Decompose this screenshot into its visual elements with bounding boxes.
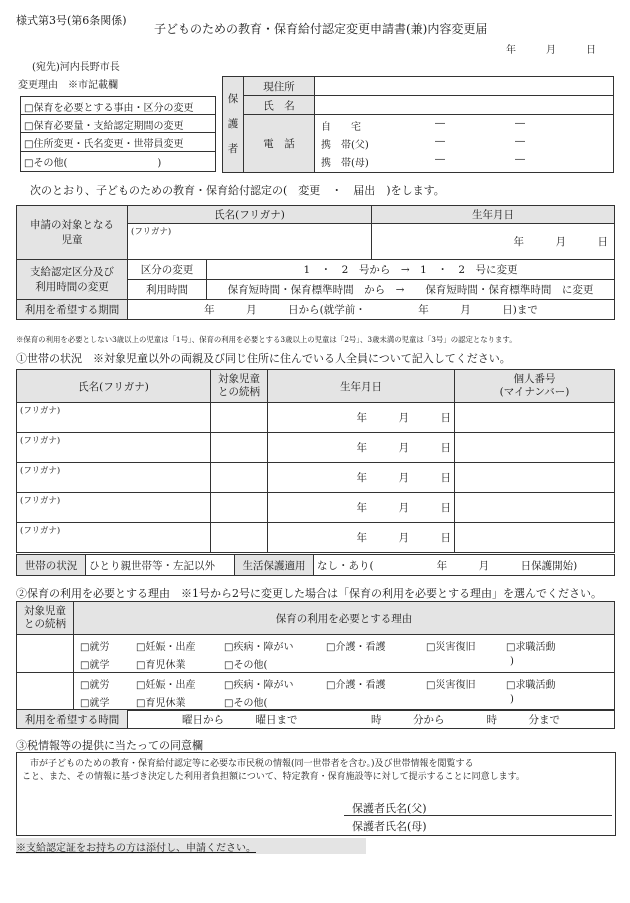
- reason-option[interactable]: □就労: [80, 680, 110, 691]
- reason-option[interactable]: □妊娠・出産: [136, 642, 196, 653]
- target-child-label: 申請の対象となる 児童: [17, 206, 128, 260]
- footer-note: ※支給認定証をお持ちの方は添付し、申請ください。: [16, 843, 256, 854]
- reason-option[interactable]: □育児休業: [136, 698, 186, 709]
- dash: ―: [515, 154, 525, 165]
- hope-time-field[interactable]: 曜日から 曜日まで 時 分から 時 分まで: [128, 710, 615, 729]
- address-field[interactable]: [315, 77, 614, 96]
- change-reason-item[interactable]: □保育を必要とする事由・区分の変更: [24, 103, 194, 114]
- member-id[interactable]: [455, 523, 615, 553]
- child-name-field[interactable]: (フリガナ): [128, 224, 372, 260]
- col-name: 氏名(フリガナ): [17, 370, 211, 403]
- household-table: [16, 369, 615, 553]
- reason-option[interactable]: □介護・看護: [326, 642, 386, 653]
- member-relation[interactable]: [211, 433, 268, 463]
- form-title: 子どものための教育・保育給付認定変更申請書(兼)内容変更届: [154, 22, 488, 36]
- consent-body-1: 市が子どものための教育・保育給付認定等に必要な市民税の情報(同一世帯者を含む。)及び世帯情報を閲覧する: [30, 759, 474, 769]
- addressee: (宛先)河内長野市長: [32, 62, 120, 73]
- reason-paren: ): [510, 694, 514, 705]
- member-relation[interactable]: [211, 403, 268, 433]
- reason-option[interactable]: □求職活動: [506, 680, 556, 691]
- form-number: 様式第3号(第6条関係): [16, 14, 127, 27]
- intro-text: 次のとおり、子どものための教育・保育給付認定の( 変更 ・ 届出 )をします。: [30, 184, 445, 197]
- reason-option[interactable]: □就労: [80, 642, 110, 653]
- name-label: 氏 名: [244, 96, 315, 115]
- reason-option[interactable]: □介護・看護: [326, 680, 386, 691]
- hope-time-label: 利用を希望する時間: [17, 710, 128, 729]
- class-change-label: 区分の変更: [128, 260, 207, 280]
- father-mobile-label: 携 帯(父): [321, 140, 369, 151]
- member-relation[interactable]: [211, 493, 268, 523]
- member-name[interactable]: (フリガナ): [17, 403, 211, 433]
- reason-option[interactable]: □その他(: [224, 660, 268, 671]
- use-time-field[interactable]: 保育短時間・保育標準時間 から → 保育短時間・保育標準時間 に変更: [207, 280, 615, 300]
- consent-body-2: こと、また、その情報に基づき決定した利用者負担額について、特定教育・保育施設等に対して提示することに同意します。: [22, 772, 525, 782]
- note-class: ※保育の利用を必要としない3歳以上の児童は「1号」、保育の利用を必要とする3歳以上の児童は「2号」、3歳未満の児童は「3号」の認定となります。: [16, 335, 517, 344]
- household-heading: ①世帯の状況 ※対象児童以外の両親及び同じ住所に住んでいる人全員について記入してください。: [16, 352, 511, 365]
- reason-col-reason: 保育の利用を必要とする理由: [74, 602, 615, 635]
- reason-option[interactable]: □災害復旧: [426, 680, 476, 691]
- member-id[interactable]: [455, 403, 615, 433]
- consent-heading: ③税情報等の提供に当たっての同意欄: [16, 739, 203, 752]
- member-dob[interactable]: 年 月 日: [268, 523, 455, 553]
- reason-heading: ②保育の利用を必要とする理由 ※1号から2号に変更した場合は「保育の利用を必要とする理由」を選んでください。: [16, 587, 602, 600]
- member-name[interactable]: (フリガナ): [17, 433, 211, 463]
- header-date: 年 月 日: [506, 45, 596, 56]
- phone-fields[interactable]: [315, 115, 613, 172]
- reason-relation[interactable]: [17, 673, 74, 711]
- cert-change-label: 支給認定区分及び 利用時間の変更: [17, 260, 128, 300]
- reason-option[interactable]: □妊娠・出産: [136, 680, 196, 691]
- change-reason-item[interactable]: □その他( ): [24, 158, 162, 169]
- col-relation: 対象児童 との続柄: [211, 370, 268, 403]
- dash: ―: [515, 136, 525, 147]
- reason-option[interactable]: □育児休業: [136, 660, 186, 671]
- member-name[interactable]: (フリガナ): [17, 493, 211, 523]
- household-status-table: [16, 554, 615, 576]
- reason-option[interactable]: □求職活動: [506, 642, 556, 653]
- welfare-field[interactable]: なし・あり( 年 月 日保護開始): [314, 555, 615, 576]
- reason-relation[interactable]: [17, 635, 74, 673]
- reason-options[interactable]: [74, 673, 614, 710]
- dash: ―: [515, 118, 525, 129]
- period-label: 利用を希望する期間: [17, 300, 128, 320]
- period-field[interactable]: 年 月 日から(就学前・ 年 月 日)まで: [128, 300, 615, 320]
- reason-table: [16, 601, 615, 711]
- member-dob[interactable]: 年 月 日: [268, 433, 455, 463]
- use-time-label: 利用時間: [128, 280, 207, 300]
- phone-label: 電 話: [244, 115, 315, 173]
- reason-col-relation: 対象児童 との続柄: [17, 602, 74, 635]
- member-dob[interactable]: 年 月 日: [268, 463, 455, 493]
- class-change-field[interactable]: 1 ・ 2 号から → 1 ・ 2 号に変更: [207, 260, 615, 280]
- change-reason-label: 変更理由 ※市記載欄: [18, 80, 118, 91]
- child-dob-head: 生年月日: [372, 206, 615, 224]
- child-name-head: 氏名(フリガナ): [128, 206, 372, 224]
- member-id[interactable]: [455, 463, 615, 493]
- reason-option[interactable]: □その他(: [224, 698, 268, 709]
- reason-option[interactable]: □就学: [80, 698, 110, 709]
- name-field[interactable]: [315, 96, 614, 115]
- reason-options[interactable]: [74, 635, 614, 672]
- member-dob[interactable]: 年 月 日: [268, 403, 455, 433]
- change-reason-item[interactable]: □保育必要量・支給認定期間の変更: [24, 121, 184, 132]
- col-dob: 生年月日: [268, 370, 455, 403]
- sign-father-label: 保護者氏名(父): [352, 802, 427, 815]
- home-phone-label: 自 宅: [321, 122, 361, 133]
- member-relation[interactable]: [211, 523, 268, 553]
- guardian-table: [222, 76, 614, 173]
- address-label: 現住所: [244, 77, 315, 96]
- change-reason-item[interactable]: □住所変更・氏名変更・世帯員変更: [24, 139, 184, 150]
- dash: ―: [435, 136, 445, 147]
- status-label: 世帯の状況: [17, 555, 86, 576]
- reason-option[interactable]: □疾病・障がい: [224, 642, 294, 653]
- member-name[interactable]: (フリガナ): [17, 463, 211, 493]
- child-dob-field[interactable]: 年 月 日: [372, 224, 615, 260]
- reason-option[interactable]: □疾病・障がい: [224, 680, 294, 691]
- col-mynumber: 個人番号 (マイナンバー): [455, 370, 615, 403]
- reason-option[interactable]: □災害復旧: [426, 642, 476, 653]
- welfare-label: 生活保護適用: [235, 555, 314, 576]
- reason-paren: ): [510, 656, 514, 667]
- hope-time-table: [16, 709, 615, 729]
- dash: ―: [435, 118, 445, 129]
- guardian-label: 保 護 者: [223, 77, 244, 173]
- member-relation[interactable]: [211, 463, 268, 493]
- member-name[interactable]: (フリガナ): [17, 523, 211, 553]
- member-id[interactable]: [455, 433, 615, 463]
- child-table: [16, 205, 615, 320]
- sign-mother-label: 保護者氏名(母): [352, 820, 427, 833]
- reason-option[interactable]: □就学: [80, 660, 110, 671]
- dash: ―: [435, 154, 445, 165]
- mother-mobile-label: 携 帯(母): [321, 158, 369, 169]
- member-id[interactable]: [455, 493, 615, 523]
- member-dob[interactable]: 年 月 日: [268, 493, 455, 523]
- status-field[interactable]: ひとり親世帯等・左記以外: [86, 555, 235, 576]
